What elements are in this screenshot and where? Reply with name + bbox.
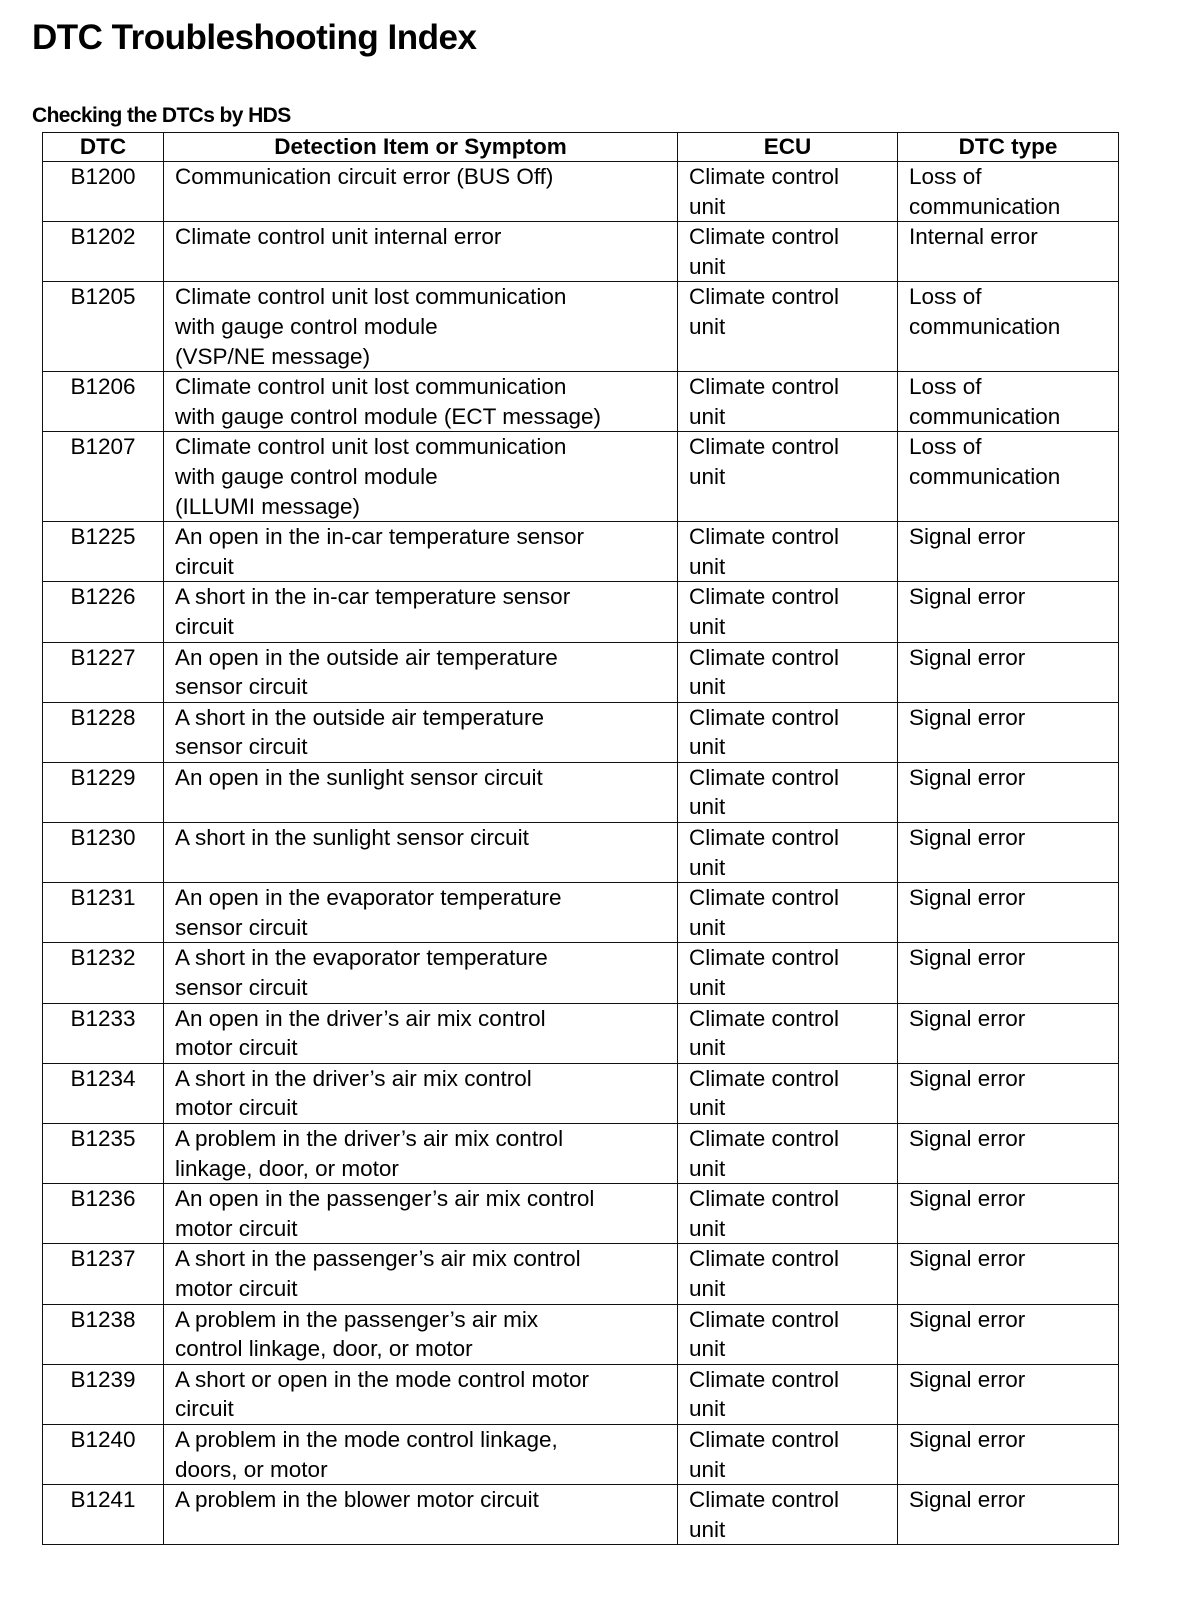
dtc-type-cell: Signal error [898, 823, 1119, 883]
dtc-cell: B1240 [43, 1424, 164, 1484]
header-dtc: DTC [43, 133, 164, 162]
dtc-cell: B1237 [43, 1244, 164, 1304]
table-body [43, 162, 1119, 1545]
dtc-type-cell: Signal error [898, 1485, 1119, 1545]
ecu-cell: Climate control unit [678, 522, 898, 582]
ecu-cell: Climate control unit [678, 1124, 898, 1184]
ecu-cell: Climate control unit [678, 1485, 898, 1545]
symptom-cell: Climate control unit internal error [164, 222, 678, 282]
header-ecu: ECU [678, 133, 898, 162]
dtc-cell: B1207 [43, 432, 164, 522]
section-title: Checking the DTCs by HDS [32, 104, 291, 127]
table-row [43, 943, 1119, 1003]
table-header-row [43, 133, 1119, 162]
symptom-cell: Climate control unit lost communication with gauge control module (VSP/NE message) [164, 282, 678, 372]
table-row [43, 522, 1119, 582]
dtc-cell: B1227 [43, 642, 164, 702]
symptom-cell: An open in the in-car temperature sensor circuit [164, 522, 678, 582]
dtc-type-cell: Signal error [898, 522, 1119, 582]
symptom-cell: A short in the sunlight sensor circuit [164, 823, 678, 883]
table-row [43, 702, 1119, 762]
ecu-cell: Climate control unit [678, 1184, 898, 1244]
symptom-cell: A short in the evaporator temperature sensor circuit [164, 943, 678, 1003]
ecu-cell: Climate control unit [678, 1424, 898, 1484]
dtc-type-cell: Signal error [898, 1304, 1119, 1364]
dtc-cell: B1202 [43, 222, 164, 282]
symptom-cell: Communication circuit error (BUS Off) [164, 162, 678, 222]
dtc-type-cell: Signal error [898, 582, 1119, 642]
ecu-cell: Climate control unit [678, 823, 898, 883]
symptom-cell: An open in the outside air temperature sensor circuit [164, 642, 678, 702]
table-row [43, 823, 1119, 883]
dtc-cell: B1206 [43, 372, 164, 432]
dtc-type-cell: Loss of communication [898, 432, 1119, 522]
symptom-cell: Climate control unit lost communication with gauge control module (ILLUMI message) [164, 432, 678, 522]
dtc-type-cell: Signal error [898, 1364, 1119, 1424]
dtc-cell: B1226 [43, 582, 164, 642]
ecu-cell: Climate control unit [678, 162, 898, 222]
ecu-cell: Climate control unit [678, 582, 898, 642]
dtc-type-cell: Loss of communication [898, 162, 1119, 222]
dtc-cell: B1241 [43, 1485, 164, 1545]
dtc-type-cell: Internal error [898, 222, 1119, 282]
dtc-cell: B1229 [43, 762, 164, 822]
table-row [43, 432, 1119, 522]
ecu-cell: Climate control unit [678, 1304, 898, 1364]
table-row [43, 162, 1119, 222]
table-row [43, 1063, 1119, 1123]
ecu-cell: Climate control unit [678, 282, 898, 372]
dtc-cell: B1231 [43, 883, 164, 943]
ecu-cell: Climate control unit [678, 762, 898, 822]
table-row [43, 1304, 1119, 1364]
dtc-cell: B1230 [43, 823, 164, 883]
dtc-cell: B1232 [43, 943, 164, 1003]
dtc-type-cell: Signal error [898, 1124, 1119, 1184]
table-row [43, 372, 1119, 432]
table-row [43, 282, 1119, 372]
ecu-cell: Climate control unit [678, 372, 898, 432]
table-row [43, 1124, 1119, 1184]
dtc-cell: B1239 [43, 1364, 164, 1424]
dtc-type-cell: Signal error [898, 1184, 1119, 1244]
ecu-cell: Climate control unit [678, 1003, 898, 1063]
dtc-cell: B1225 [43, 522, 164, 582]
dtc-cell: B1233 [43, 1003, 164, 1063]
symptom-cell: A problem in the blower motor circuit [164, 1485, 678, 1545]
ecu-cell: Climate control unit [678, 702, 898, 762]
dtc-cell: B1238 [43, 1304, 164, 1364]
table-row [43, 1364, 1119, 1424]
ecu-cell: Climate control unit [678, 432, 898, 522]
symptom-cell: A short or open in the mode control motor circuit [164, 1364, 678, 1424]
header-symptom: Detection Item or Symptom [164, 133, 678, 162]
ecu-cell: Climate control unit [678, 222, 898, 282]
symptom-cell: Climate control unit lost communication with gauge control module (ECT message) [164, 372, 678, 432]
dtc-cell: B1236 [43, 1184, 164, 1244]
table-row [43, 582, 1119, 642]
table-row [43, 1424, 1119, 1484]
dtc-type-cell: Loss of communication [898, 372, 1119, 432]
symptom-cell: A short in the outside air temperature sensor circuit [164, 702, 678, 762]
symptom-cell: A problem in the passenger’s air mix control linkage, door, or motor [164, 1304, 678, 1364]
symptom-cell: An open in the driver’s air mix control motor circuit [164, 1003, 678, 1063]
dtc-cell: B1234 [43, 1063, 164, 1123]
dtc-cell: B1235 [43, 1124, 164, 1184]
dtc-type-cell: Loss of communication [898, 282, 1119, 372]
dtc-type-cell: Signal error [898, 1063, 1119, 1123]
dtc-type-cell: Signal error [898, 762, 1119, 822]
header-dtc-type: DTC type [898, 133, 1119, 162]
table-row [43, 762, 1119, 822]
table-row [43, 642, 1119, 702]
dtc-type-cell: Signal error [898, 1003, 1119, 1063]
table-row [43, 222, 1119, 282]
symptom-cell: An open in the passenger’s air mix control motor circuit [164, 1184, 678, 1244]
dtc-type-cell: Signal error [898, 943, 1119, 1003]
dtc-type-cell: Signal error [898, 1424, 1119, 1484]
ecu-cell: Climate control unit [678, 642, 898, 702]
ecu-cell: Climate control unit [678, 883, 898, 943]
table-row [43, 1244, 1119, 1304]
page-title: DTC Troubleshooting Index [32, 18, 477, 57]
table-row [43, 1184, 1119, 1244]
table-row [43, 1485, 1119, 1545]
dtc-cell: B1228 [43, 702, 164, 762]
dtc-type-cell: Signal error [898, 883, 1119, 943]
dtc-cell: B1205 [43, 282, 164, 372]
ecu-cell: Climate control unit [678, 1244, 898, 1304]
dtc-type-cell: Signal error [898, 1244, 1119, 1304]
ecu-cell: Climate control unit [678, 1063, 898, 1123]
dtc-cell: B1200 [43, 162, 164, 222]
table-row [43, 1003, 1119, 1063]
dtc-table [42, 132, 1119, 1545]
ecu-cell: Climate control unit [678, 1364, 898, 1424]
table-row [43, 883, 1119, 943]
ecu-cell: Climate control unit [678, 943, 898, 1003]
symptom-cell: An open in the sunlight sensor circuit [164, 762, 678, 822]
symptom-cell: A problem in the mode control linkage, doors, or motor [164, 1424, 678, 1484]
symptom-cell: A short in the driver’s air mix control motor circuit [164, 1063, 678, 1123]
symptom-cell: An open in the evaporator temperature sensor circuit [164, 883, 678, 943]
symptom-cell: A short in the in-car temperature sensor circuit [164, 582, 678, 642]
symptom-cell: A problem in the driver’s air mix control linkage, door, or motor [164, 1124, 678, 1184]
dtc-type-cell: Signal error [898, 702, 1119, 762]
dtc-type-cell: Signal error [898, 642, 1119, 702]
symptom-cell: A short in the passenger’s air mix control motor circuit [164, 1244, 678, 1304]
